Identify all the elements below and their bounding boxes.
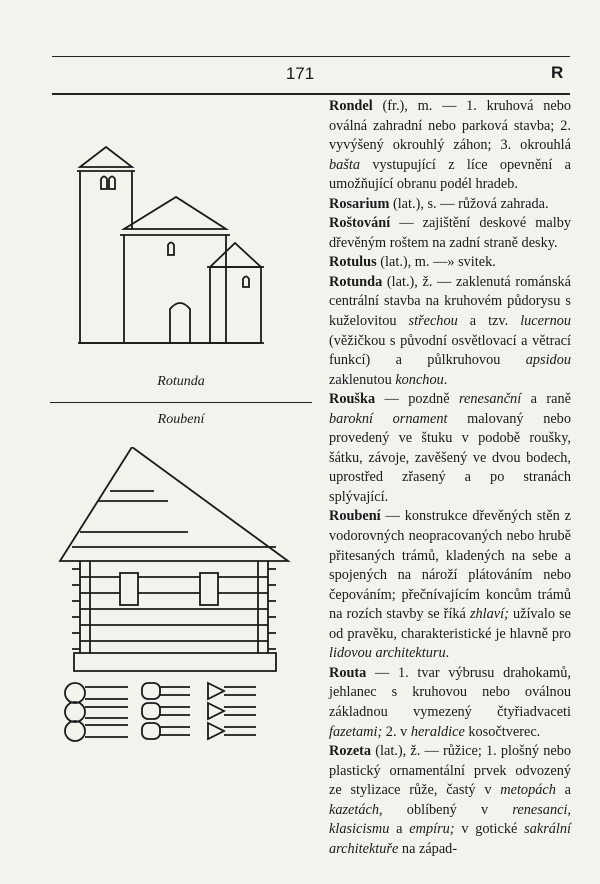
entry-headword: Roštování bbox=[329, 215, 391, 232]
header-rule-bottom bbox=[52, 93, 570, 95]
entry-headword: Rosarium bbox=[329, 195, 390, 212]
entry-rosarium: Rosarium (lat.), s. — růžová zahrada. bbox=[329, 195, 549, 212]
entry-rozeta: Rozeta (lat.), ž. — růžice; 1. plošný nebo plastický ornamentální prvek odvozený ze stylizace růže, častý v metopách a kazetách, oblíbený v renesanci, klasicismu a empíru; v gotické sakrální architektuře na západ- bbox=[329, 743, 572, 857]
section-letter: R bbox=[551, 63, 564, 82]
entry-headword: Rozeta bbox=[329, 743, 372, 760]
rotunda-illustration bbox=[50, 97, 312, 367]
entry-rotulus: Rotulus (lat.), m. —» svitek. bbox=[329, 254, 496, 271]
entry-headword: Rouška bbox=[329, 391, 376, 408]
illustration-divider bbox=[50, 402, 312, 403]
entry-routa: Routa — 1. tvar výbrusu drahokamů, jehlanec s kruhovou nebo oválnou základnou vymezený čtyřiadvaceti fazetami; 2. v heraldice kosočtverec. bbox=[329, 664, 571, 740]
roubeni-illustration bbox=[50, 447, 312, 747]
illustration-column bbox=[50, 97, 312, 857]
entry-rotunda: Rotunda (lat.), ž. — zaklenutá románská centrální stavba na kruhovém půdorysu s kuželovitou střechou a tzv. lucernou (věžičkou s původní osvětlovací a větrací funkcí) a půlkruhovou apsidou zaklenutou konchou. bbox=[329, 273, 572, 388]
entry-rostovani: Roštování — zajištění deskové malby dřevěným roštem na zadní straně desky. bbox=[329, 215, 571, 251]
dictionary-text-column bbox=[329, 97, 571, 859]
entry-headword: Rotunda bbox=[329, 273, 383, 290]
entry-headword: Routa bbox=[329, 664, 367, 681]
page-number: 171 bbox=[285, 64, 315, 83]
entry-headword: Rotulus bbox=[329, 254, 377, 271]
entry-rondel: Rondel (fr.), m. — 1. kruhová nebo oválná zahradní nebo parková stavba; 2. vyvýšený okrouhlý záhon; 3. okrouhlá bašta vystupující z líce opevnění a umožňující obranu podél hradeb. bbox=[329, 98, 571, 193]
caption-roubeni: Roubení bbox=[157, 412, 205, 427]
header-rule-top bbox=[52, 56, 570, 57]
entry-headword: Roubení bbox=[329, 508, 381, 525]
entry-headword: Rondel bbox=[329, 98, 373, 114]
caption-rotunda: Rotunda bbox=[157, 374, 205, 389]
entry-roubeni: Roubení — konstrukce dřevěných stěn z vodorovných neopracovaných nebo hrubě přitesaných trámů, kladených na sebe a spojených na nároží plátováním nebo čepováním; přečnívajícím koncům trámů na rozích stavby se říká zhlaví; užívalo se od pravěku, charakteristické je hlavně pro lidovou architekturu. bbox=[329, 508, 571, 662]
entry-rouska: Rouška — pozdně renesanční a raně barokní ornament malovaný nebo provedený ve štuku v podobě roušky, šátku, závoje, zavěšený ve dvou bodech, uprostřed zřasený a po stranách splývající. bbox=[329, 391, 571, 505]
